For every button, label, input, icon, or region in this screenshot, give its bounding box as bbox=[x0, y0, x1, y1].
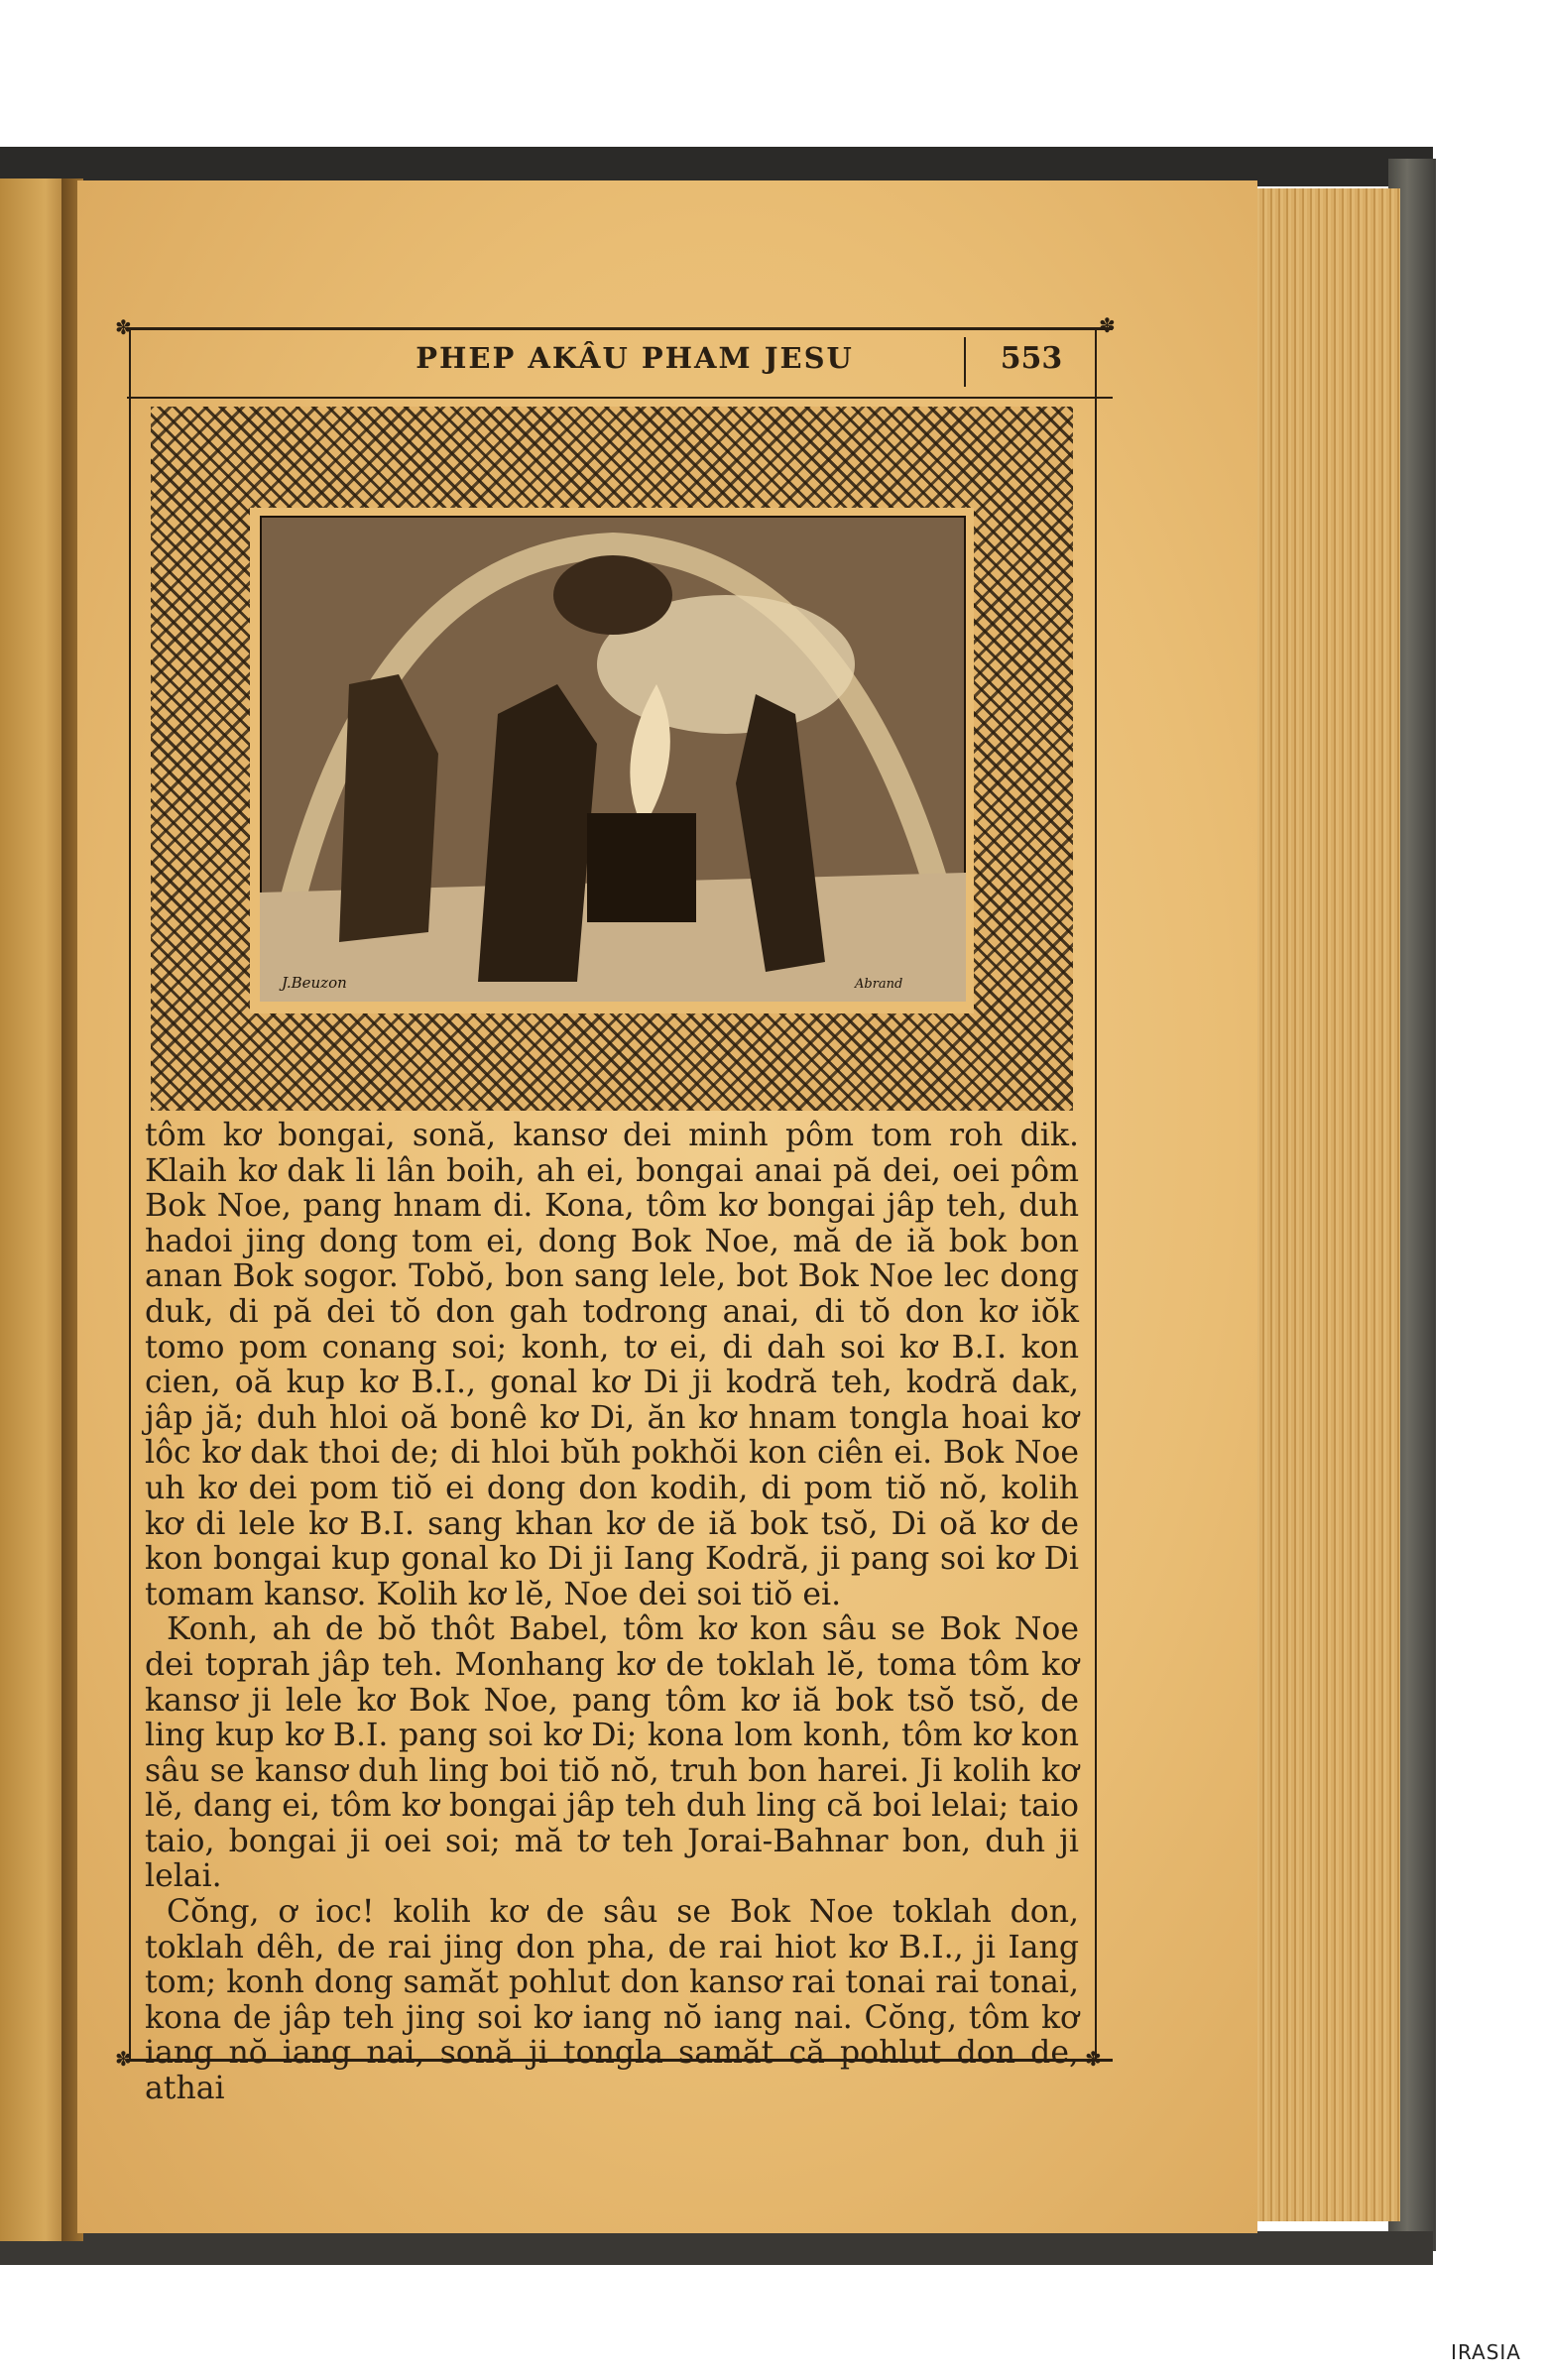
body-paragraph-3: Cŏng, ơ ioc! kolih kơ de sâu se Bok Noe toklah don, toklah dêh, de rai jing don pha, de rai hiot kơ B.I., ji Iang tom; konh dong samăt pohlut don kansơ rai tonai rai tonai, kona de jâp teh jing soi kơ iang nŏ iang nai. Cŏng, tôm kơ iang nŏ iang nai, sonă ji tongla samăt că pohlut don de, athai bbox=[145, 1894, 1079, 2107]
frame-header-rule bbox=[127, 397, 1113, 399]
rosette-bottom-left-icon: ✽ bbox=[115, 2047, 132, 2071]
page-number: 553 bbox=[1000, 341, 1063, 376]
heavenly-figure bbox=[553, 555, 672, 635]
archive-watermark: IRASIA bbox=[1451, 2340, 1521, 2364]
rosette-top-right-icon: ✽ bbox=[1099, 313, 1116, 337]
engraver-signature-right: Abrand bbox=[855, 977, 903, 992]
rosette-top-left-icon: ✽ bbox=[115, 315, 132, 339]
stone-altar bbox=[587, 813, 696, 922]
frame-left-rule bbox=[129, 327, 131, 2061]
header-divider bbox=[964, 337, 966, 387]
frame-right-rule bbox=[1095, 327, 1097, 2061]
engraving-illustration bbox=[260, 516, 966, 1002]
engraver-signature-left: J.Beuzon bbox=[282, 974, 347, 992]
body-paragraph-1: tôm kơ bongai, sonă, kansơ dei minh pôm tom roh dik. Klaih kơ dak li lân boih, ah ei, bongai anai pă dei, oei pôm Bok Noe, pang hnam di. Kona, tôm kơ bongai jâp teh, duh hadoi jing dong tom ei, dong Bok Noe, mă de iă bok bon anan Bok sogor. Tobŏ, bon sang lele, bot Bok Noe lec dong duk, di pă dei tŏ don gah todrong anai, di tŏ don kơ iŏk tomo pom conang soi; konh, tơ ei, di dah soi kơ B.I. kon cien, oă kup kơ B.I., gonal kơ Di ji kodră teh, kodră dak, jâp jă; duh hloi oă bonê kơ Di, ăn kơ hnam tongla hoai kơ lôc kơ dak thoi de; di hloi bŭh pokhŏi kon ciên ei. Bok Noe uh kơ dei pom tiŏ ei dong don kodih, di pom tiŏ nŏ, kolih kơ di lele kơ B.I. sang khan kơ de iă bok tsŏ, Di oă kơ de kon bongai kup gonal ko Di ji Iang Kodră, ji pang soi kơ Di tomam kansơ. Kolih kơ lĕ, Noe dei soi tiŏ ei. bbox=[145, 1118, 1079, 1612]
book-cover-bottom bbox=[0, 2231, 1433, 2265]
page-block-edges bbox=[1251, 188, 1400, 2221]
body-paragraph-2: Konh, ah de bŏ thôt Babel, tôm kơ kon sâu se Bok Noe dei toprah jâp teh. Monhang kơ de toklah lĕ, toma tôm kơ kansơ ji lele kơ Bok Noe, pang tôm kơ iă bok tsŏ tsŏ, de ling kup kơ B.I. pang soi kơ Di; kona lom konh, tôm kơ kon sâu se kansơ duh ling boi tiŏ nŏ, truh bon harei. Ji kolih kơ lĕ, dang ei, tôm kơ bongai jâp teh duh ling că boi lelai; taio taio, bongai ji oei soi; mă tơ teh Jorai-Bahnar bon, duh ji lelai. bbox=[145, 1611, 1079, 1895]
running-header-title: PHEP AKÂU PHAM JESU bbox=[416, 341, 854, 375]
frame-top-rule bbox=[127, 327, 1113, 330]
rosette-bottom-right-icon: ✽ bbox=[1085, 2047, 1102, 2071]
page-body-text bbox=[145, 1119, 1079, 2107]
